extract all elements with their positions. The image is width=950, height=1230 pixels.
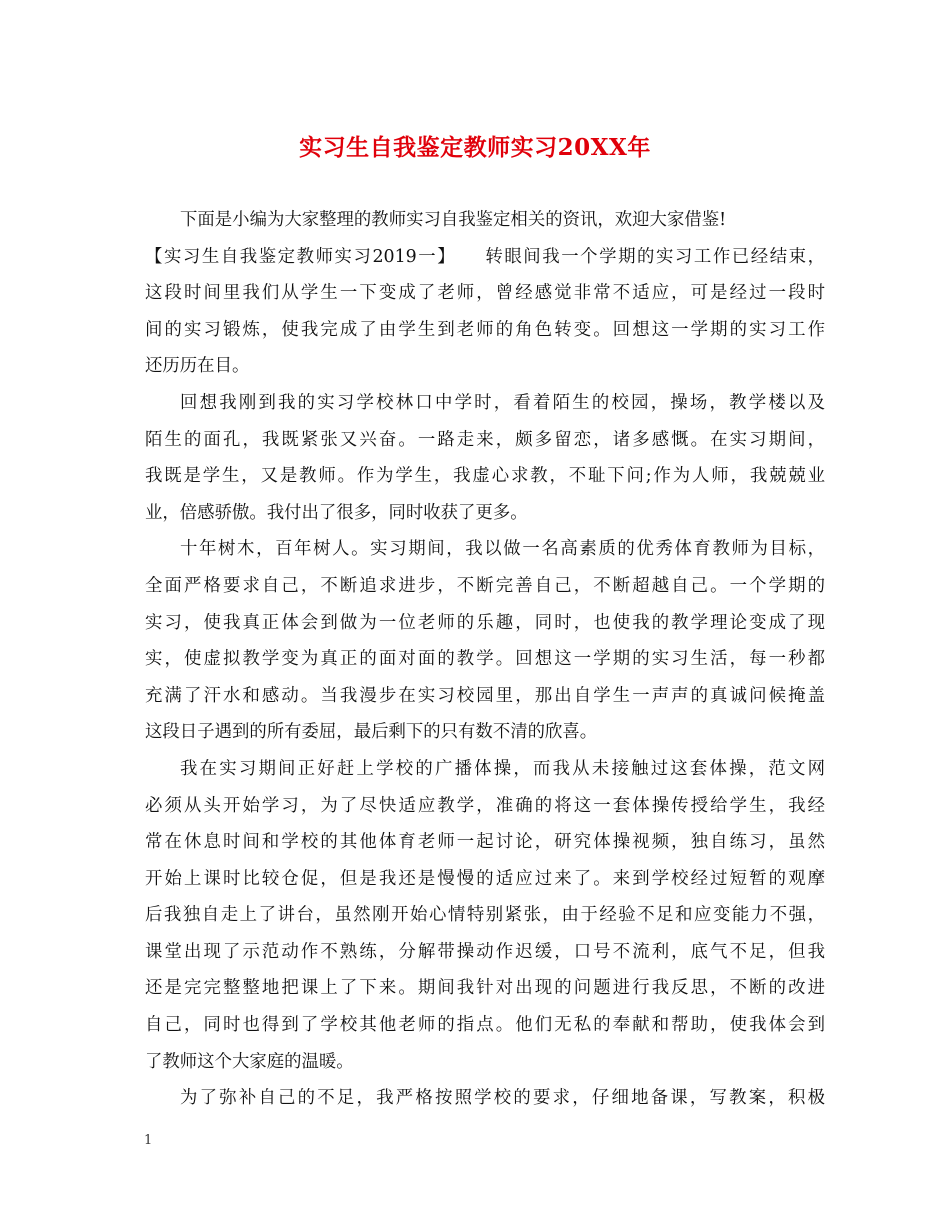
text-line: 这段时间里我们从学生一下变成了老师，曾经感觉非常不适应，可是经过一段时 bbox=[145, 283, 825, 304]
text-line: 业，倍感骄傲。我付出了很多，同时收获了更多。 bbox=[145, 502, 528, 523]
document-body bbox=[145, 202, 825, 1117]
text-line: 了教师这个大家庭的温暖。 bbox=[145, 1051, 354, 1072]
text-line: 回想我刚到我的实习学校林口中学时，看着陌生的校园，操场，教学楼以及 bbox=[180, 392, 825, 413]
text-line: 还历历在目。 bbox=[145, 356, 250, 377]
text-line: 实习，使我真正体会到做为一位老师的乐趣，同时，也使我的教学理论变成了现 bbox=[145, 612, 825, 633]
text-line: 下面是小编为大家整理的教师实习自我鉴定相关的资讯，欢迎大家借鉴! bbox=[180, 210, 727, 230]
text-line: 自己，同时也得到了学校其他老师的指点。他们无私的奉献和帮助，使我体会到 bbox=[145, 1015, 825, 1036]
text-line: 这段日子遇到的所有委屈，最后剩下的只有数不清的欣喜。 bbox=[145, 722, 598, 743]
text-line: 我在实习期间正好赶上学校的广播体操，而我从未接触过这套体操，范文网 bbox=[180, 758, 825, 779]
text-line: 必须从头开始学习，为了尽快适应教学，准确的将这一套体操传授给学生，我经 bbox=[145, 795, 825, 816]
text-line: 还是完完整整地把课上了下来。期间我针对出现的问题进行我反思，不断的改进 bbox=[145, 978, 825, 999]
page-number: 1 bbox=[144, 1133, 153, 1148]
text-line: 全面严格要求自己，不断追求进步，不断完善自己，不断超越自己。一个学期的 bbox=[145, 575, 825, 596]
text-line: 充满了汗水和感动。当我漫步在实习校园里，那出自学生一声声的真诚问候掩盖 bbox=[145, 685, 825, 706]
text-line: 实，使虚拟教学变为真正的面对面的教学。回想这一学期的实习生活，每一秒都 bbox=[145, 649, 825, 670]
text-line: 间的实习锻炼，使我完成了由学生到老师的角色转变。回想这一学期的实习工作 bbox=[145, 319, 825, 340]
text-line: 课堂出现了示范动作不熟练，分解带操动作迟缓，口号不流利，底气不足，但我 bbox=[145, 941, 825, 962]
text-line: 十年树木，百年树人。实习期间，我以做一名高素质的优秀体育教师为目标， bbox=[180, 539, 825, 560]
text-line: 常在休息时间和学校的其他体育老师一起讨论，研究体操视频，独自练习，虽然 bbox=[145, 832, 825, 853]
text-line: 【实习生自我鉴定教师实习2019一】 转眼间我一个学期的实习工作已经结束， bbox=[145, 246, 825, 267]
document-title: 实习生自我鉴定教师实习20XX年 bbox=[299, 134, 651, 161]
text-line: 陌生的面孔，我既紧张又兴奋。一路走来，颇多留恋，诸多感慨。在实习期间， bbox=[145, 429, 825, 450]
text-line: 开始上课时比较仓促，但是我还是慢慢的适应过来了。来到学校经过短暂的观摩 bbox=[145, 868, 825, 889]
text-line: 我既是学生，又是教师。作为学生，我虚心求教，不耻下问;作为人师，我兢兢业 bbox=[145, 466, 825, 487]
text-line: 为了弥补自己的不足，我严格按照学校的要求，仔细地备课，写教案，积极 bbox=[180, 1088, 825, 1109]
text-line: 后我独自走上了讲台，虽然刚开始心情特别紧张，由于经验不足和应变能力不强， bbox=[145, 905, 825, 926]
